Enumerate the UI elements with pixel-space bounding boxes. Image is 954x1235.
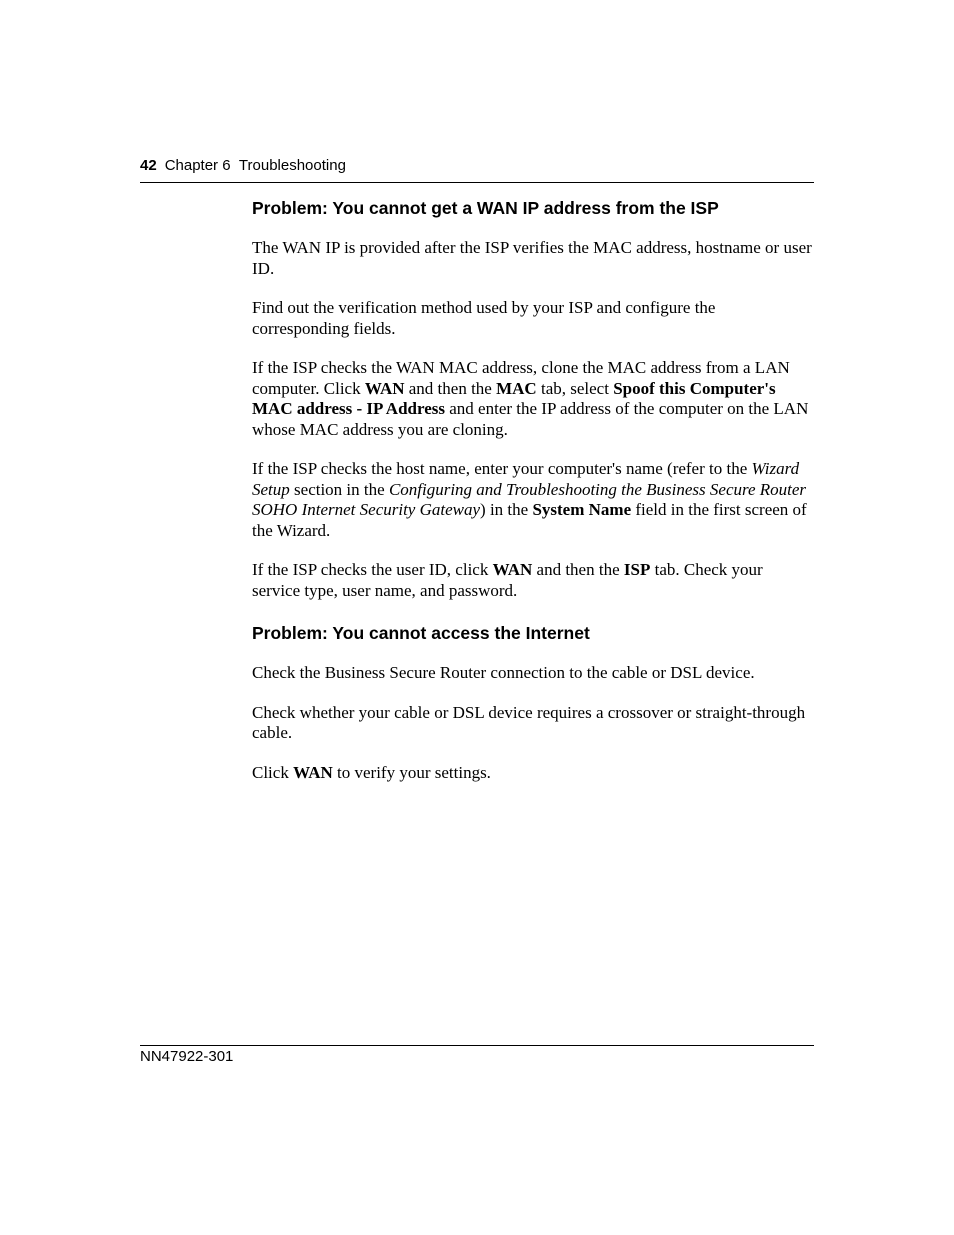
page-content bbox=[252, 196, 814, 802]
paragraph-check-connection: Check the Business Secure Router connection to the cable or DSL device. bbox=[252, 663, 755, 682]
section-label: Troubleshooting bbox=[238, 157, 346, 174]
bold-term-spoof-mac: Spoof this Computer's MAC address - IP Address bbox=[252, 378, 776, 418]
italic-ref-wizard-setup: Wizard Setup bbox=[252, 459, 800, 499]
paragraph-verification-method: Find out the verification method used by your ISP and configure the corresponding fields. bbox=[252, 298, 716, 338]
text-run: tab. Check your service type, user name, and password. bbox=[252, 560, 763, 600]
bold-term-mac: MAC bbox=[496, 378, 537, 398]
page-footer bbox=[140, 1045, 814, 1067]
text-run: and enter the IP address of the computer on the LAN whose MAC address you are cloning. bbox=[252, 399, 809, 439]
text-run: If the ISP checks the WAN MAC address, clone the MAC address from a LAN computer. Click bbox=[252, 358, 790, 398]
text-run: to verify your settings. bbox=[332, 762, 491, 782]
text-run: tab, select bbox=[536, 378, 614, 398]
page-header bbox=[140, 156, 814, 183]
heading-internet-access-problem: Problem: You cannot access the Internet bbox=[252, 623, 590, 643]
paragraph-check-cable-type: Check whether your cable or DSL device requires a crossover or straight-through cable. bbox=[252, 702, 806, 742]
text-run: If the ISP checks the host name, enter your computer's name (refer to the bbox=[252, 459, 752, 478]
text-run: field in the first screen of the Wizard. bbox=[252, 500, 807, 540]
bold-term-wan: WAN bbox=[492, 560, 533, 579]
bold-term-system-name: System Name bbox=[532, 500, 632, 519]
text-run: Click bbox=[252, 762, 294, 782]
paragraph-user-id bbox=[252, 560, 814, 601]
paragraph-mac-clone bbox=[252, 358, 814, 440]
document-number: NN47922-301 bbox=[140, 1048, 234, 1065]
text-run: section in the bbox=[289, 479, 389, 499]
paragraph-verify-settings bbox=[252, 763, 814, 784]
bold-term-wan: WAN bbox=[293, 762, 333, 782]
text-run: and then the bbox=[532, 560, 624, 579]
page-number: 42 bbox=[140, 157, 157, 174]
italic-ref-guide-title: Configuring and Troubleshooting the Business Secure Router SOHO Internet Security Gateway bbox=[252, 479, 807, 519]
text-run: If the ISP checks the user ID, click bbox=[252, 560, 493, 579]
bold-term-wan: WAN bbox=[364, 378, 405, 398]
paragraph-host-name bbox=[252, 459, 814, 541]
chapter-label: Chapter 6 bbox=[164, 157, 231, 174]
text-run: ) in the bbox=[480, 500, 533, 519]
heading-wan-ip-problem: Problem: You cannot get a WAN IP address from the ISP bbox=[252, 198, 719, 218]
bold-term-isp: ISP bbox=[623, 560, 651, 579]
text-run: and then the bbox=[404, 378, 497, 398]
paragraph-wan-ip-intro: The WAN IP is provided after the ISP verifies the MAC address, hostname or user ID. bbox=[252, 238, 812, 278]
